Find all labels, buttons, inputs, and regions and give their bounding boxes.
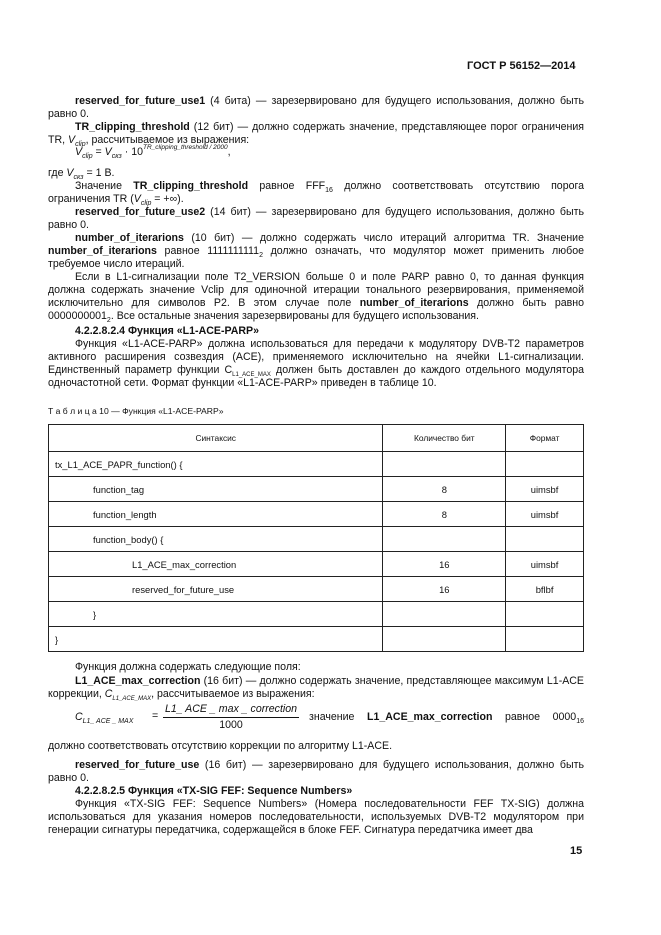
- paragraph-fff: [48, 180, 584, 206]
- paragraph-text: значение: [309, 711, 368, 723]
- table-row: [49, 602, 584, 627]
- formula-eq: =: [152, 710, 159, 722]
- format-cell: uimsbf: [506, 477, 584, 502]
- bits-cell: 16: [383, 552, 506, 577]
- syntax-cell: function_length: [49, 502, 383, 527]
- section-heading-l1-ace-parp: 4.2.2.8.2.4 Функция «L1-ACE-PARP»: [75, 325, 260, 337]
- paragraph-text: (16 бит) — зарезервировано для будущего использования, должно быть равно 0.: [48, 759, 584, 784]
- paragraph-text: (10 бит) — должно содержать число итераций алгоритма TR. Значение: [183, 232, 584, 244]
- variable-subscript: L1_ACE_MAX: [112, 696, 152, 703]
- paragraph-text: должно быть равно 0000000001: [48, 297, 584, 322]
- table-row: [49, 502, 584, 527]
- paragraph-text: = +∞).: [151, 193, 184, 205]
- bits-cell: [383, 452, 506, 477]
- variable: C: [104, 688, 113, 700]
- format-cell: uimsbf: [506, 552, 584, 577]
- paragraph-text: . Все остальные значения зарезервированы для будущего использования.: [110, 310, 479, 322]
- fraction-bar: [163, 717, 299, 718]
- formula-var: V: [104, 146, 112, 158]
- table-row: [49, 552, 584, 577]
- paragraph-text: равное 1111111111: [156, 245, 260, 257]
- formula-sub: L1_ ACE _ MAX: [82, 718, 134, 726]
- where-text: где: [48, 167, 67, 179]
- formula-var: C: [75, 711, 83, 723]
- table-header-row: [49, 425, 584, 452]
- formula-sub: скз: [111, 153, 122, 161]
- page-header: ГОСТ Р 56152—2014: [467, 60, 576, 72]
- syntax-cell: function_body() {: [49, 527, 383, 552]
- paragraph-text: , рассчитываемое из выражения:: [85, 134, 250, 146]
- paragraph-text: Если в L1-сигнализации поле T2_VERSION больше 0 и поле PARP равно 0, то данная функция должна содержать значение Vclip для одиночной итерации тонального резервирования, применяемой исключительно для символов P2. В этом случае поле: [48, 271, 584, 309]
- paragraph-iterations: [48, 232, 584, 271]
- paragraph-text: Функция «TX-SIG FEF: Sequence Numbers» (Номера последовательности FEF TX-SIG) должна использоваться для указания номеров последовательности, используемых DVB-T2 модулятором при генерации сигнатуры передатчика, содержащейся в блоке FEF. Сигнатура передатчика имеет два: [48, 798, 584, 836]
- paragraph-text: (12 бит) — должно содержать значение, представляющее порог ограничения TR,: [48, 121, 584, 146]
- paragraph-text: равное FFF: [248, 180, 326, 192]
- field-name: reserved_for_future_use1: [75, 95, 206, 107]
- formula-eq: =: [92, 146, 105, 158]
- function-table: [48, 424, 584, 652]
- paragraph-text: (4 бита) — зарезервировано для будущего использования, должно быть равно 0.: [48, 95, 584, 120]
- table-row: [49, 627, 584, 652]
- field-name: TR_clipping_threshold: [75, 121, 190, 133]
- variable: V: [68, 134, 76, 146]
- bits-cell: 8: [383, 477, 506, 502]
- table-row: [49, 527, 584, 552]
- bits-cell: [383, 627, 506, 652]
- column-header: Формат: [506, 425, 584, 452]
- format-cell: bflbf: [506, 577, 584, 602]
- table-row: [49, 477, 584, 502]
- formula-comma: ,: [227, 146, 231, 158]
- formula-var: V: [75, 146, 83, 158]
- format-cell: [506, 627, 584, 652]
- paragraph-text: Значение: [75, 180, 134, 192]
- formula-exponent: TR_clipping_threshold / 2000: [143, 144, 228, 151]
- field-name: reserved_for_future_use: [75, 759, 200, 771]
- paragraph-reserved3: [48, 759, 584, 785]
- paragraph-l1-ace-parp: [48, 338, 584, 390]
- bits-cell: [383, 602, 506, 627]
- subscript: 16: [325, 187, 333, 195]
- subscript: 2: [106, 317, 111, 325]
- syntax-cell: function_tag: [49, 477, 383, 502]
- formula-after-text: [309, 711, 584, 726]
- paragraph-text: (16 бит) — должно содержать значение, представляющее максимум L1-ACE коррекции,: [48, 675, 584, 700]
- format-cell: [506, 602, 584, 627]
- paragraph-fields-intro: Функция должна содержать следующие поля:: [75, 661, 301, 673]
- paragraph-l1-ace-max: [48, 675, 584, 701]
- paragraph-text: , рассчитываемое из выражения:: [151, 688, 315, 700]
- syntax-cell: L1_ACE_max_correction: [49, 552, 383, 577]
- field-name: number_of_iterarions: [75, 232, 184, 244]
- field-name: L1_ACE_max_correction: [367, 711, 493, 723]
- variable-subscript: clip: [140, 200, 152, 208]
- field-name: number_of_iterarions: [359, 297, 469, 309]
- paragraph-tx-sig: [48, 798, 584, 837]
- syntax-cell: tx_L1_ACE_PAPR_function() {: [49, 452, 383, 477]
- bits-cell: [383, 527, 506, 552]
- formula-where: [48, 167, 584, 180]
- table-row: [49, 577, 584, 602]
- syntax-cell: }: [49, 602, 383, 627]
- paragraph-t2version: [48, 271, 584, 323]
- field-name: number_of_iterarions: [48, 245, 157, 257]
- page-number: 15: [570, 845, 583, 857]
- syntax-cell: }: [49, 627, 383, 652]
- where-text: = 1 В.: [83, 167, 115, 179]
- paragraph-reserved2: [48, 206, 584, 232]
- field-name: TR_clipping_threshold: [133, 180, 249, 192]
- paragraph-text: должно означать, что модулятор может применить любое требуемое число итераций.: [48, 245, 584, 270]
- variable: V: [133, 193, 141, 205]
- field-name: reserved_for_future_use2: [75, 206, 206, 218]
- formula-vclip: [75, 144, 231, 161]
- paragraph-text: (14 бит) — зарезервировано для будущего использования, должно быть равно 0.: [48, 206, 584, 231]
- subscript: 16: [576, 718, 584, 726]
- formula-numerator: L1_ ACE _ max _ correction: [164, 703, 298, 715]
- column-header: Синтаксис: [49, 425, 383, 452]
- paragraph-tr-clipping: [48, 121, 584, 147]
- bits-cell: 16: [383, 577, 506, 602]
- variable-subscript: clip: [75, 141, 86, 149]
- table-caption: Т а б л и ц а 10 — Функция «L1-ACE-PARP»: [48, 406, 224, 416]
- format-cell: [506, 452, 584, 477]
- formula-denominator: 1000: [219, 719, 243, 731]
- bits-cell: 8: [383, 502, 506, 527]
- table-row: [49, 452, 584, 477]
- format-cell: uimsbf: [506, 502, 584, 527]
- paragraph-text: равное 0000: [492, 711, 577, 723]
- variable-subscript: скз: [73, 174, 84, 182]
- paragraph-text: должно соответствовать отсутствию порога ограничения TR (: [48, 180, 585, 205]
- subscript: 2: [259, 252, 263, 260]
- format-cell: [506, 527, 584, 552]
- paragraph-text: Функция «L1-ACE-PARP» должна использоваться для передачи к модулятору DVB-T2 параметров активного расширения созвездия (ACE), применяемого исключительно на ячейки L1-сигнализации. Единственный параметр функции C: [48, 338, 584, 376]
- variable: V: [66, 167, 74, 179]
- paragraph-text: должен быть доставлен до каждого отдельного модулятора одночастотной сети. Формат функции «L1-ACE-PARP» приведен в таблице 10.: [48, 364, 584, 389]
- field-name: L1_ACE_max_correction: [75, 675, 201, 687]
- paragraph-no-correction: должно соответствовать отсутствию коррекции по алгоритму L1-ACE.: [48, 740, 393, 752]
- paragraph-reserved1: [48, 95, 584, 121]
- formula-sub: clip: [82, 153, 93, 161]
- formula-c-l1-ace-max: [75, 711, 134, 726]
- section-heading-tx-sig: 4.2.2.8.2.5 Функция «TX-SIG FEF: Sequence Numbers»: [75, 785, 353, 797]
- formula-op: · 10: [121, 146, 144, 158]
- subscript: L1_ACE_MAX: [232, 372, 271, 379]
- syntax-cell: reserved_for_future_use: [49, 577, 383, 602]
- column-header: Количество бит: [383, 425, 506, 452]
